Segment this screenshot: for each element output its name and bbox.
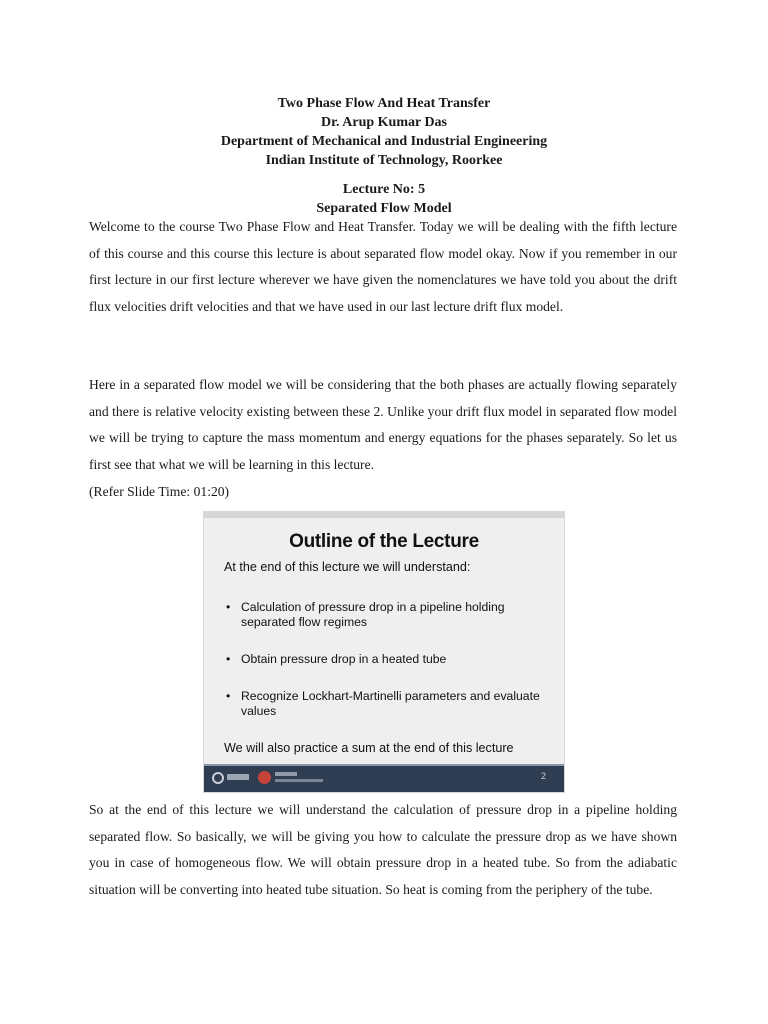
slide-closing-line: We will also practice a sum at the end of this lecture: [224, 741, 514, 755]
institute-logo-icon: [212, 772, 224, 784]
nptel-logo-subtext: [275, 779, 323, 782]
institute-name: Indian Institute of Technology, Roorkee: [265, 153, 503, 168]
bullet-icon: •: [226, 652, 231, 666]
instructor-name: Dr. Arup Kumar Das: [320, 115, 448, 130]
lecture-number: Lecture No: 5: [342, 182, 426, 197]
course-title: Two Phase Flow And Heat Transfer: [277, 96, 491, 111]
lecture-title: Separated Flow Model: [316, 201, 452, 216]
bullet-icon: •: [226, 689, 231, 703]
slide-bullet: [226, 689, 546, 719]
slide-intro: At the end of this lecture we will understand:: [224, 560, 471, 574]
lecture-heading: [0, 180, 768, 218]
lecture-slide-image: [203, 511, 565, 793]
bullet-icon: •: [226, 600, 231, 614]
paragraph-summary: So at the end of this lecture we will understand the calculation of pressure drop in a pipeline holding separated flow. So basically, we will be giving you how to calculate the pressure drop as we have shown you in case of homogeneous flow. We will obtain pressure drop in a heated tube. So from the adiabatic situation will be converting into heated tube situation. So heat is coming from the periphery of the tube.: [89, 802, 677, 897]
slide-title: Outline of the Lecture: [289, 531, 479, 552]
slide-time-reference: (Refer Slide Time: 01:20): [89, 484, 230, 499]
slide-bullet-text: Recognize Lockhart-Martinelli parameters and evaluate values: [241, 689, 540, 718]
nptel-logo-text: [275, 772, 297, 776]
slide-page-number: 2: [540, 771, 546, 781]
document-header: [0, 94, 768, 170]
slide-bullet: [226, 652, 546, 667]
slide-top-bar: [204, 512, 564, 518]
slide-bullet-text: Calculation of pressure drop in a pipeline holding separated flow regimes: [241, 600, 505, 629]
slide-bullet-text: Obtain pressure drop in a heated tube: [241, 652, 447, 666]
paragraph-separated-flow: Here in a separated flow model we will be considering that the both phases are actually flowing separately and there is relative velocity existing between these 2. Unlike your drift flux model in separated flow model we will be trying to capture the mass momentum and energy equations for the phases separately. So let us first see that what we will be learning in this lecture.: [89, 377, 677, 472]
nptel-logo-icon: [258, 771, 271, 784]
slide-footer: [204, 764, 564, 792]
institute-logo-text: [227, 774, 249, 780]
paragraph-intro: Welcome to the course Two Phase Flow and Heat Transfer. Today we will be dealing with the fifth lecture of this course and this course this lecture is about separated flow model okay. Now if you remember in our first lecture in our first lecture wherever we have given the nomenclatures we have told you about the drift flux velocities drift velocities and that we have used in our last lecture drift flux model.: [89, 219, 677, 314]
department-name: Department of Mechanical and Industrial Engineering: [220, 134, 548, 149]
slide-bullet: [226, 600, 546, 630]
